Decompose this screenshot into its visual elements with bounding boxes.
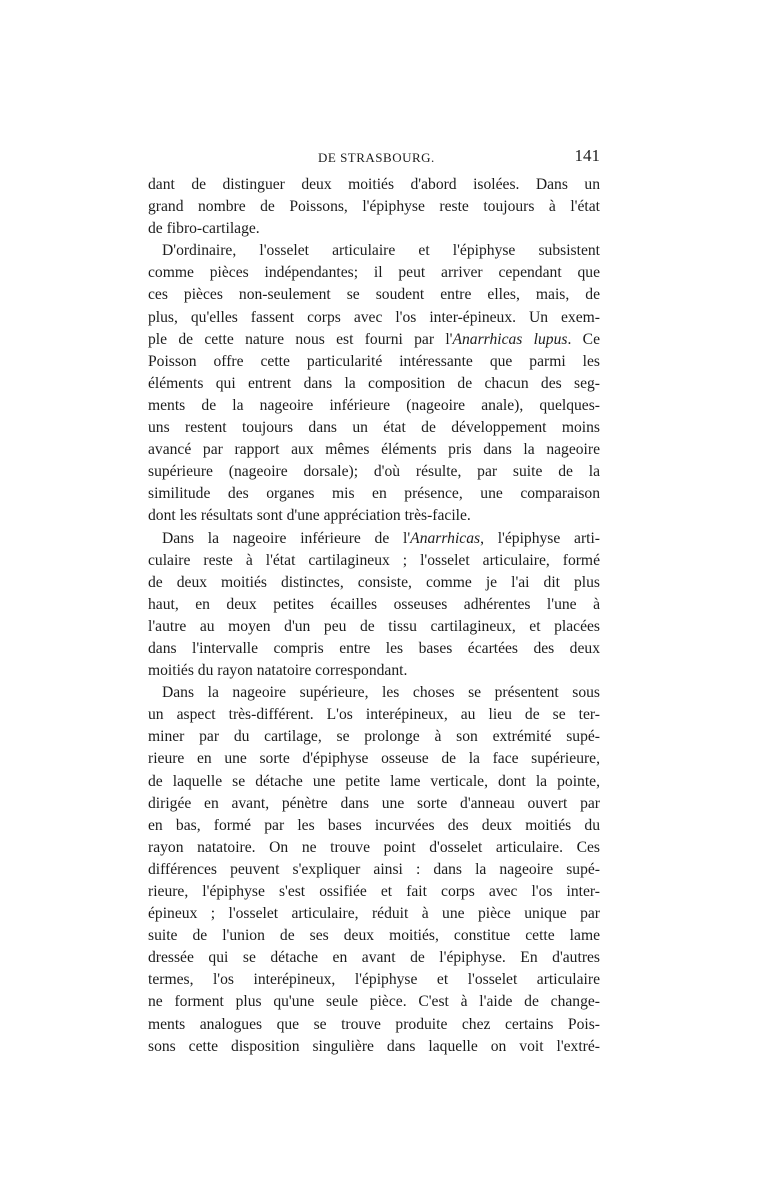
text-line: différences peuvent s'expliquer ainsi : dans la nageoire supé-: [148, 860, 600, 878]
text-line: plus, qu'elles fassent corps avec l'os inter-épineux. Un exem-: [148, 308, 600, 326]
text-line: moitiés du rayon natatoire correspondant.: [148, 662, 408, 680]
text-segment: , l'épiphyse arti-: [480, 529, 600, 547]
text-line: de deux moitiés distinctes, consiste, comme je l'ai dit plus: [148, 573, 600, 591]
text-line: similitude des organes mis en présence, une comparaison: [148, 485, 600, 503]
text-line: ments de la nageoire inférieure (nageoire anale), quelques-: [148, 396, 600, 414]
running-head: [148, 146, 600, 174]
paragraph: [148, 682, 600, 1058]
text-line: ments analogues que se trouve produite chez certains Pois-: [148, 1015, 600, 1033]
text-line: ces pièces non-seulement se soudent entre elles, mais, de: [148, 286, 600, 304]
body-text: [148, 174, 600, 1058]
text-line: Poisson offre cette particularité intéressante que parmi les: [148, 352, 600, 370]
page-number: 141: [574, 146, 600, 165]
species-name: Anarrhicas lupus: [452, 330, 568, 348]
text-line: culaire reste à l'état cartilagineux ; l'osselet articulaire, formé: [148, 551, 600, 569]
text-line: D'ordinaire, l'osselet articulaire et l'épiphyse subsistent: [162, 242, 600, 260]
text-line: avancé par rapport aux mêmes éléments pris dans la nageoire: [148, 441, 600, 459]
text-line: miner par du cartilage, se prolonge à son extrémité supé-: [148, 728, 600, 746]
text-line: supérieure (nageoire dorsale); d'où résulte, par suite de la: [148, 463, 600, 481]
paragraph: [148, 528, 600, 683]
text-segment: ple de cette nature nous est fourni par l': [148, 330, 453, 348]
text-line: en bas, formé par les bases incurvées des deux moitiés du: [148, 816, 600, 834]
text-line: un aspect très-différent. L'os interépineux, au lieu de se ter-: [148, 706, 600, 724]
text-line: grand nombre de Poissons, l'épiphyse reste toujours à l'état: [148, 198, 600, 216]
text-line-with-italic: [148, 329, 600, 351]
book-page: [148, 146, 600, 1058]
text-line: sons cette disposition singulière dans laquelle on voit l'extré-: [148, 1037, 600, 1055]
running-title: DE STRASBOURG.: [318, 150, 435, 165]
text-line-with-italic: [148, 528, 600, 550]
text-line: de laquelle se détache une petite lame verticale, dont la pointe,: [148, 772, 600, 790]
text-line: dirigée en avant, pénètre dans une sorte d'anneau ouvert par: [148, 794, 600, 812]
species-name: Anarrhicas: [410, 529, 481, 547]
text-line: épineux ; l'osselet articulaire, réduit à une pièce unique par: [148, 905, 600, 923]
text-line: l'autre au moyen d'un peu de tissu cartilagineux, et placées: [148, 617, 600, 635]
text-line: de fibro-cartilage.: [148, 220, 260, 238]
text-line: rieure en une sorte d'épiphyse osseuse de la face supérieure,: [148, 750, 600, 768]
text-line: dont les résultats sont d'une appréciation très-facile.: [148, 507, 471, 525]
text-line: dant de distinguer deux moitiés d'abord isolées. Dans un: [148, 176, 600, 193]
text-line: rieure, l'épiphyse s'est ossifiée et fait corps avec l'os inter-: [148, 883, 600, 900]
text-line: termes, l'os interépineux, l'épiphyse et l'osselet articulaire: [148, 971, 600, 989]
paragraph: [148, 174, 600, 240]
text-line: Dans la nageoire supérieure, les choses se présentent sous: [162, 684, 600, 702]
text-line: ne forment plus qu'une seule pièce. C'est à l'aide de change-: [148, 993, 600, 1011]
text-line: suite de l'union de ses deux moitiés, constitue cette lame: [148, 927, 600, 945]
text-line: éléments qui entrent dans la composition de chacun des seg-: [148, 374, 600, 392]
text-line: comme pièces indépendantes; il peut arriver cependant que: [148, 264, 600, 282]
paragraph: [148, 240, 600, 527]
text-line: haut, en deux petites écailles osseuses adhérentes l'une à: [148, 595, 600, 613]
text-line: dressée qui se détache en avant de l'épiphyse. En d'autres: [148, 949, 600, 967]
text-line: dans l'intervalle compris entre les bases écartées des deux: [148, 639, 600, 657]
text-segment: Dans la nageoire inférieure de l': [162, 529, 411, 547]
text-line: uns restent toujours dans un état de développement moins: [148, 419, 600, 437]
text-segment: . Ce: [567, 330, 600, 348]
text-line: rayon natatoire. On ne trouve point d'osselet articulaire. Ces: [148, 838, 600, 856]
